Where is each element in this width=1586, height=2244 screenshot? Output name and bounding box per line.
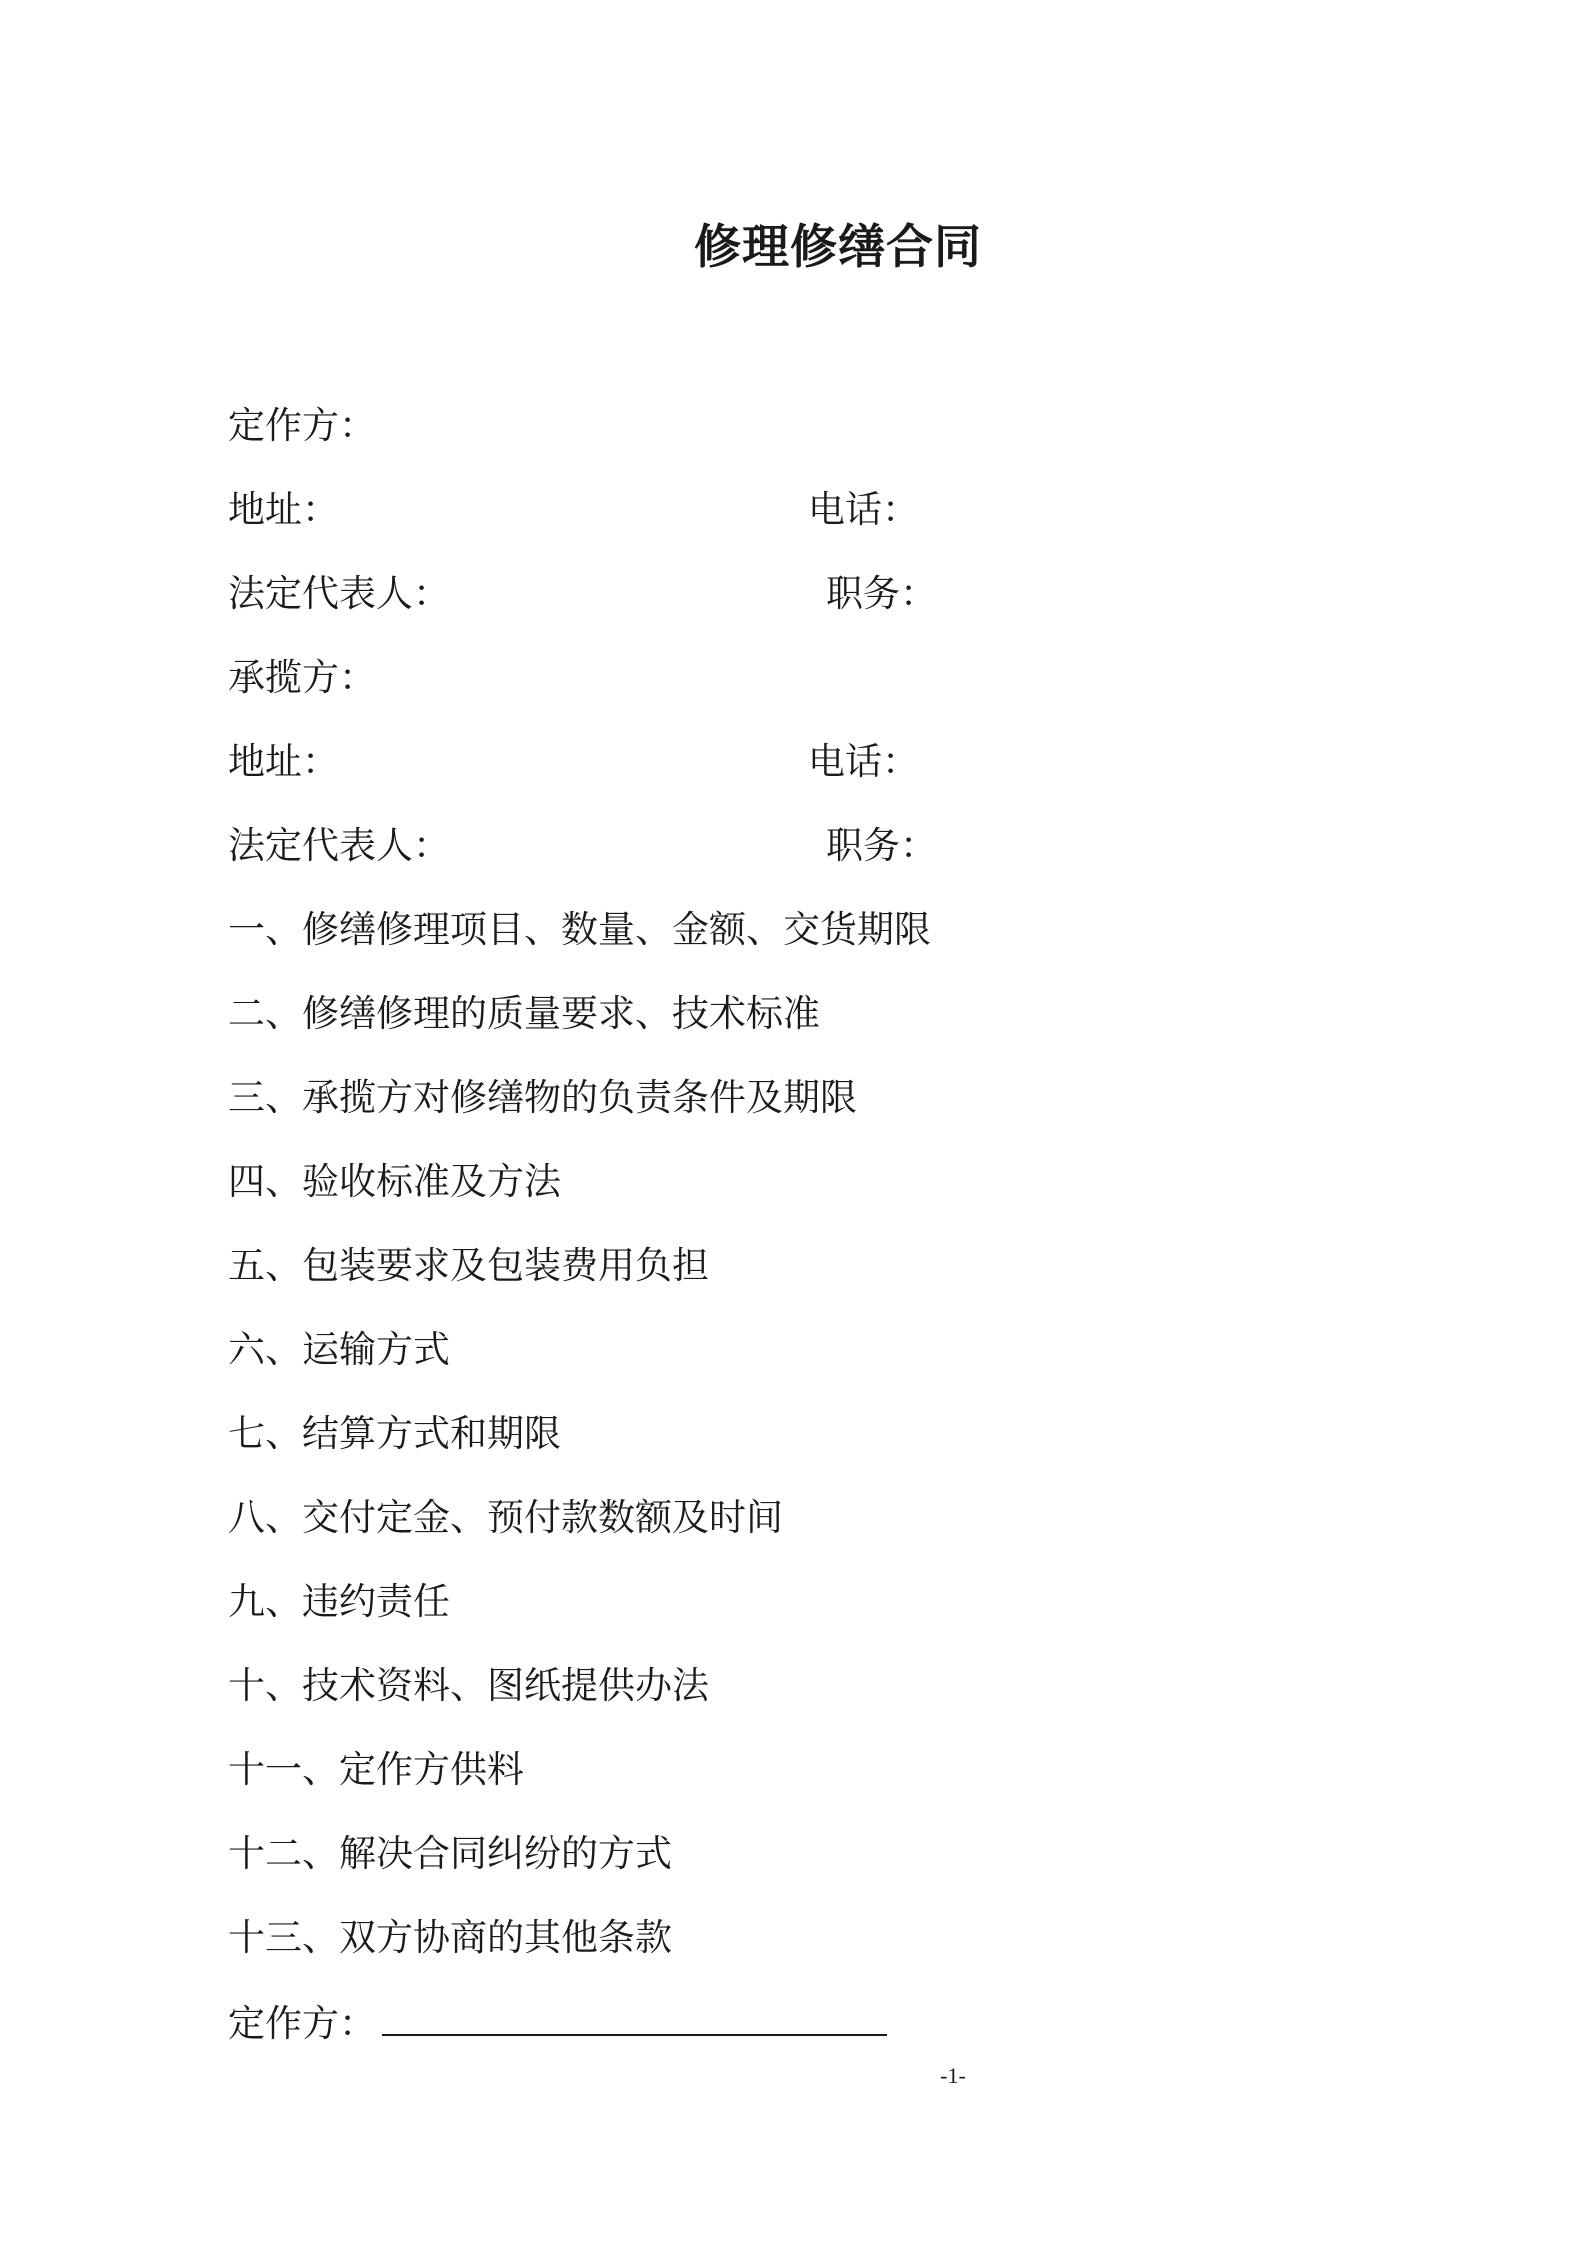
clause-7: 七、结算方式和期限	[228, 1412, 561, 1455]
clause-8: 八、交付定金、预付款数额及时间	[228, 1496, 783, 1539]
page-number: -1-	[940, 2063, 966, 2088]
clause-9: 九、违约责任	[228, 1580, 450, 1623]
clause-5: 五、包装要求及包装费用负担	[228, 1244, 709, 1287]
signature-label: 定作方：	[228, 2002, 376, 2045]
customer-label: 定作方：	[228, 404, 376, 447]
signature-blank-line[interactable]	[382, 1998, 887, 2036]
clause-3: 三、承揽方对修缮物的负责条件及期限	[228, 1076, 857, 1119]
contractor-position-label: 职务：	[826, 824, 937, 867]
signature-row	[228, 1998, 887, 2048]
clause-4: 四、验收标准及方法	[228, 1160, 561, 1203]
clause-12: 十二、解决合同纠纷的方式	[228, 1832, 672, 1875]
customer-position-label: 职务：	[826, 572, 937, 615]
clause-10: 十、技术资料、图纸提供办法	[228, 1664, 709, 1707]
customer-phone-label: 电话：	[808, 488, 919, 531]
document-title: 修理修缮合同	[694, 220, 982, 275]
contractor-label: 承揽方：	[228, 656, 376, 699]
clause-13: 十三、双方协商的其他条款	[228, 1916, 672, 1959]
clause-2: 二、修缮修理的质量要求、技术标准	[228, 992, 820, 1035]
contractor-address-label: 地址：	[228, 740, 339, 783]
clause-6: 六、运输方式	[228, 1328, 450, 1371]
contractor-legal-rep-label: 法定代表人：	[228, 824, 450, 867]
contractor-phone-label: 电话：	[808, 740, 919, 783]
clause-1: 一、修缮修理项目、数量、金额、交货期限	[228, 908, 931, 951]
customer-legal-rep-label: 法定代表人：	[228, 572, 450, 615]
clause-11: 十一、定作方供料	[228, 1748, 524, 1791]
customer-address-label: 地址：	[228, 488, 339, 531]
